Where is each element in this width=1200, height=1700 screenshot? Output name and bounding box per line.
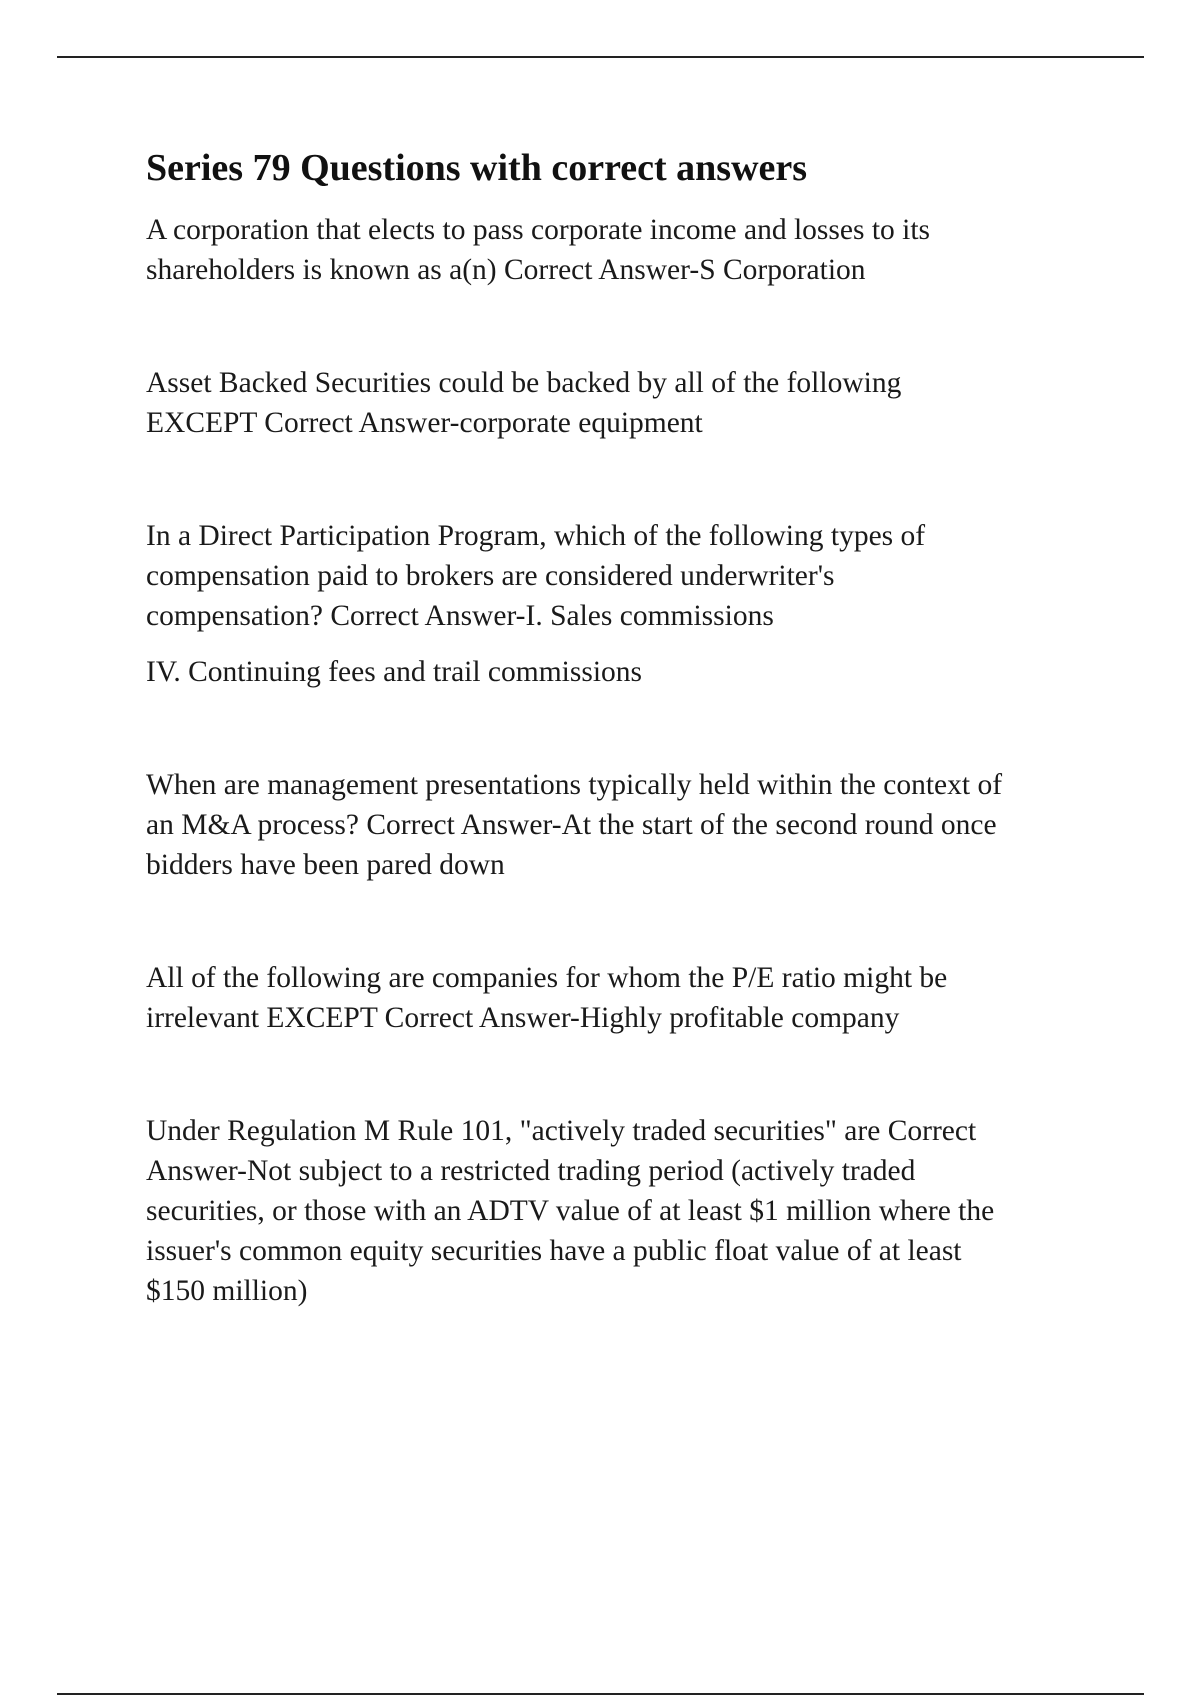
qa-item-4: When are management presentations typically held within the context of an M&A process? Correct Answer-At the start of the second round once bidders have been pared down bbox=[146, 769, 1003, 881]
page-title: Series 79 Questions with correct answers bbox=[146, 147, 808, 189]
qa-item-2: Asset Backed Securities could be backed by all of the following EXCEPT Correct Answer-corporate equipment bbox=[146, 367, 902, 439]
bottom-rule bbox=[57, 1693, 1144, 1695]
qa-item-3: In a Direct Participation Program, which of the following types of compensation paid to brokers are considered underwriter's compensation? Correct Answer-I. Sales commissions bbox=[146, 520, 926, 632]
document-body bbox=[146, 142, 1086, 1311]
qa-item-3-extra: IV. Continuing fees and trail commissions bbox=[146, 656, 642, 688]
qa-item-1: A corporation that elects to pass corporate income and losses to its shareholders is known as a(n) Correct Answer-S Corporation bbox=[146, 214, 931, 286]
top-rule bbox=[57, 56, 1144, 58]
qa-item-6: Under Regulation M Rule 101, "actively traded securities" are Correct Answer-Not subject to a restricted trading period (actively traded securities, or those with an ADTV value of at least $1 million where the issuer's common equity securities have a public float value of at least $150 million) bbox=[146, 1115, 995, 1307]
qa-item-5: All of the following are companies for whom the P/E ratio might be irrelevant EXCEPT Correct Answer-Highly profitable company bbox=[146, 962, 948, 1034]
